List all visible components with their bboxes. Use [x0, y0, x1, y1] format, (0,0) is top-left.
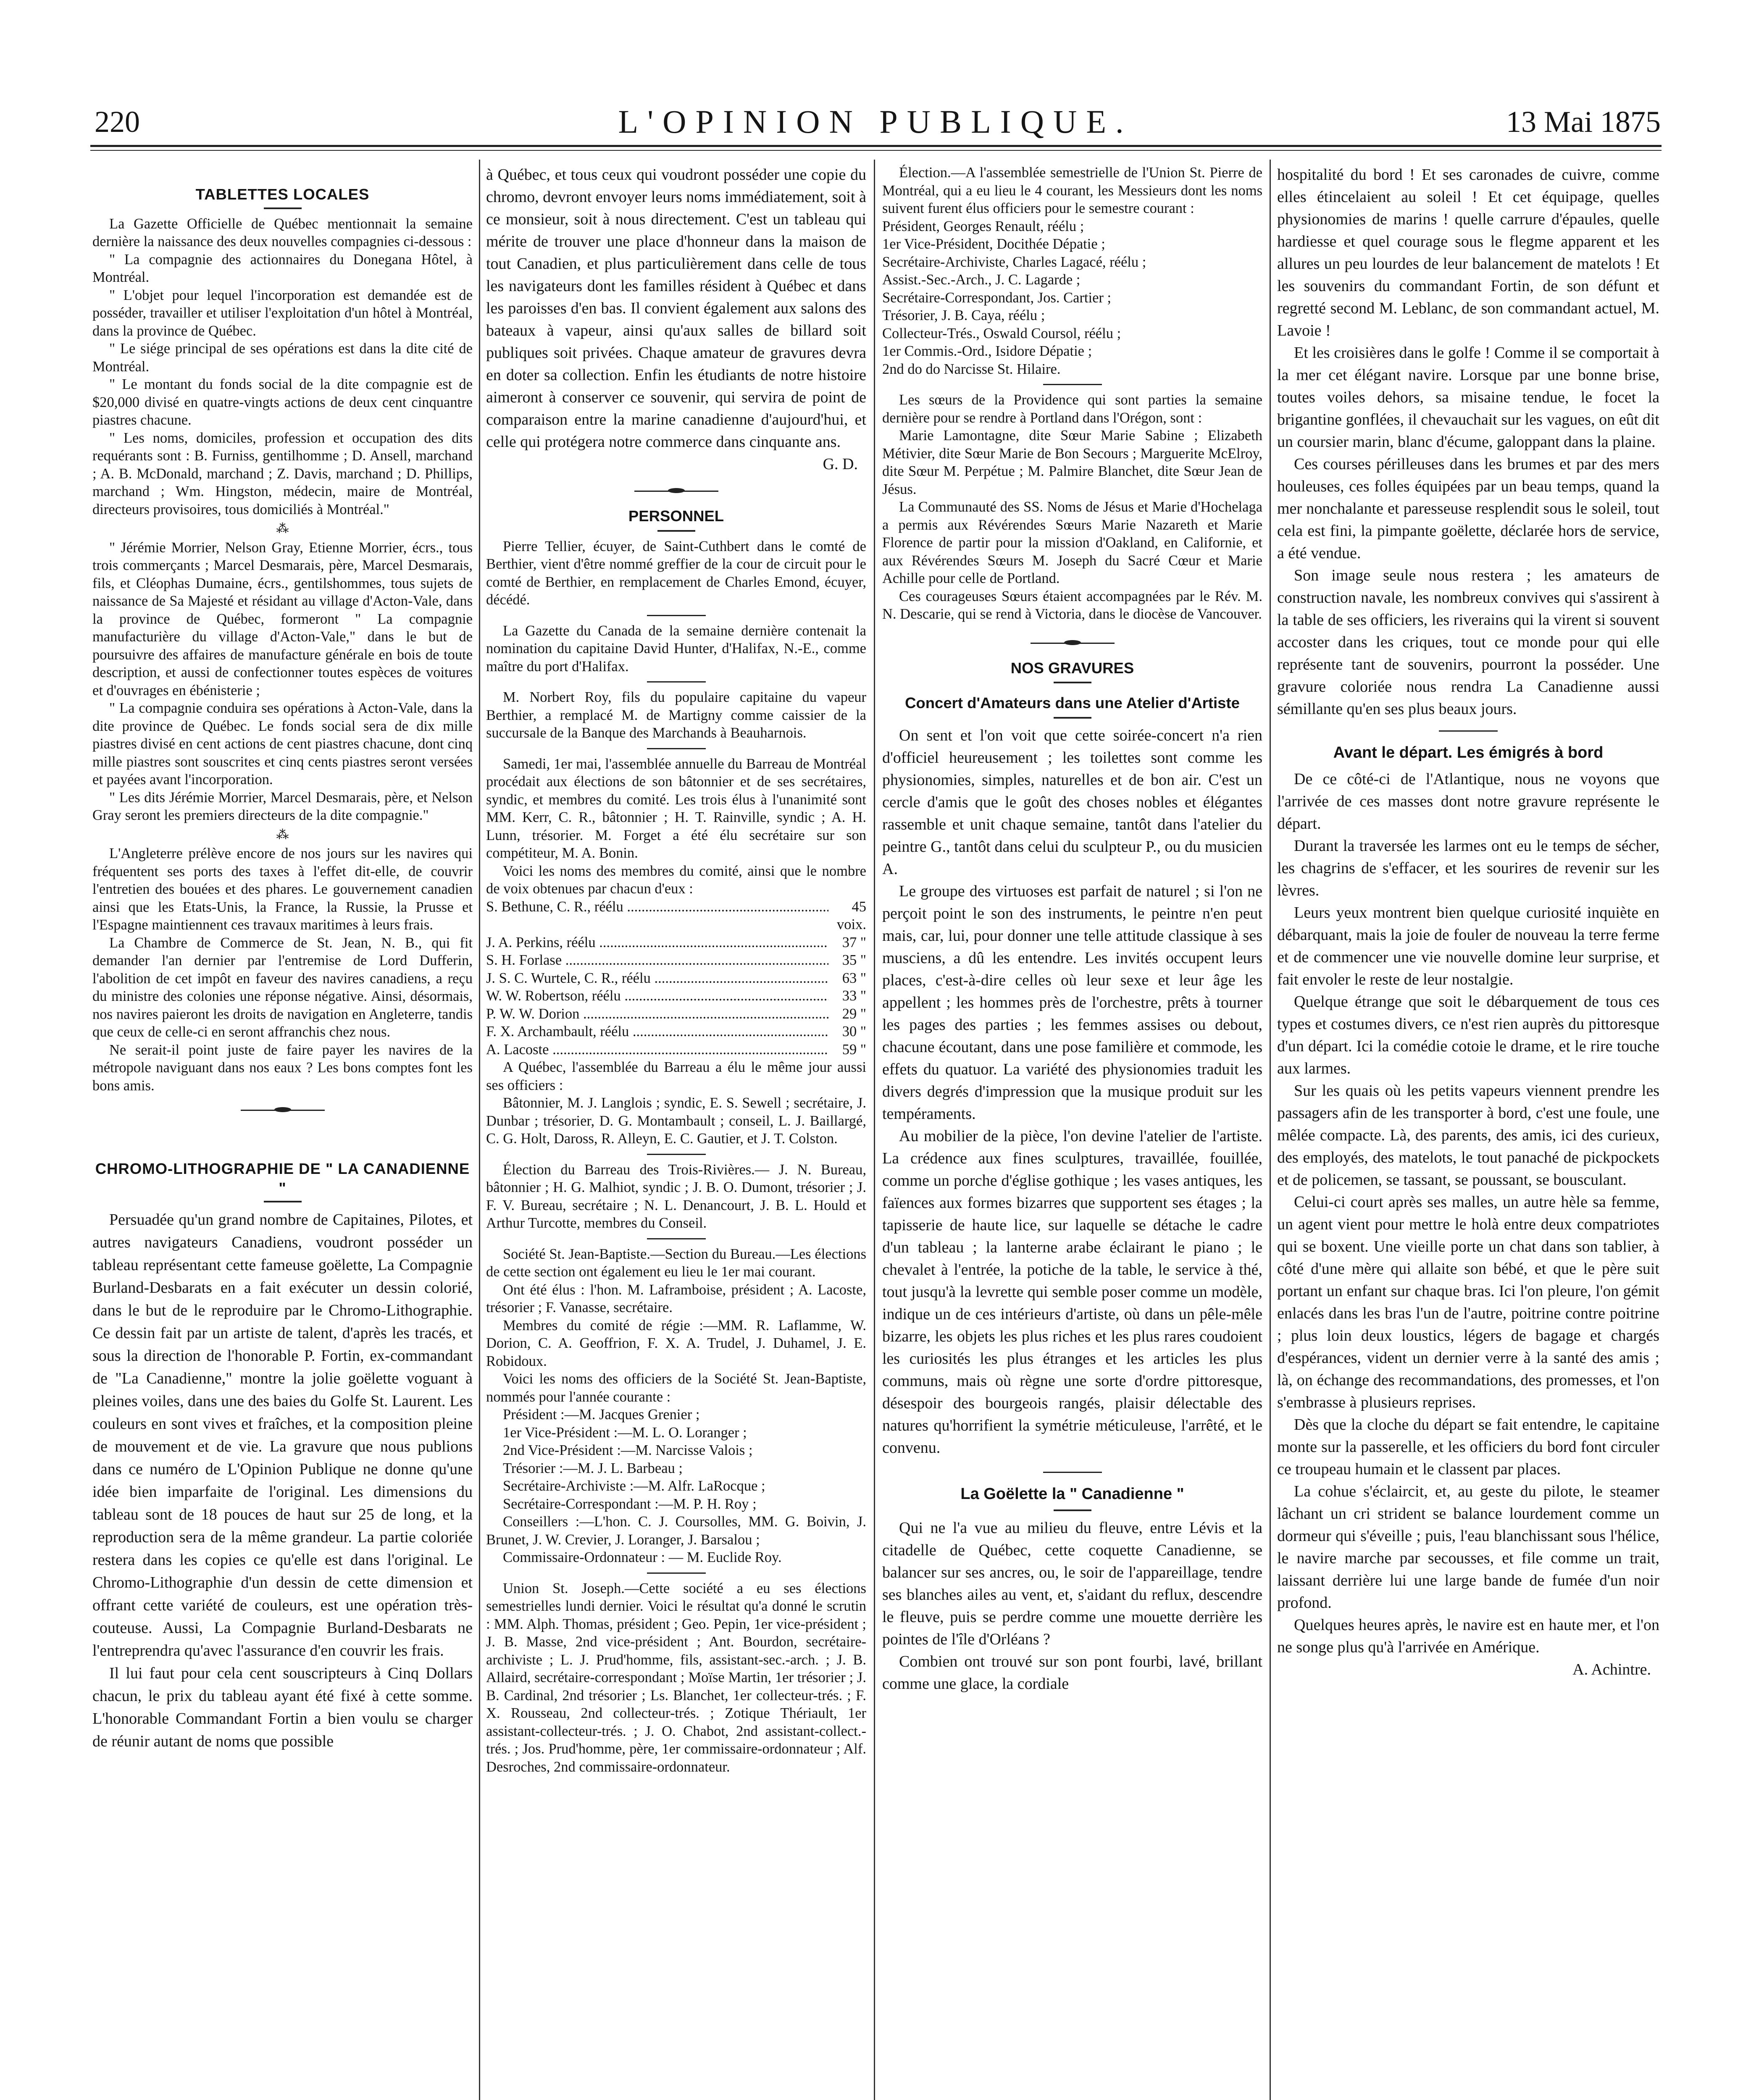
page-number: 220 [95, 105, 140, 139]
divider [647, 1238, 706, 1239]
paragraph: 2nd Vice-Président :—M. Narcisse Valois ; [503, 1442, 753, 1458]
paragraph: Ces courageuses Sœurs étaient accompagnées par le Rév. M. N. Descarie, qui se rend à Victoria, dans le diocèse de Vancouver. [882, 588, 1262, 622]
paragraph: " Jérémie Morrier, Nelson Gray, Etienne Morrier, écrs., tous trois commerçants ; Marcel Desmarais, père, Marcel Desmarais, fils, et Cléophas Dumaine, écrs., gentilshommes, tous sujets de naissance de Sa Majesté et résidant au village d'Acton-Vale, dans la province de Québec, formeront " La compagnie manufacturière du village d'Acton-Vale," dans le but de poursuivre des affaires de manufacture générale en bois de toute description, et aussi de confectionner toutes espèces de voitures et d'ouvrages en ébénisterie ; [92, 539, 473, 698]
paragraph: 1er Vice-Président, Docithée Dépatie ; [882, 236, 1105, 252]
section-heading: NOS GRAVURES [1010, 659, 1134, 677]
divider [1043, 1472, 1102, 1473]
column-divider [874, 160, 875, 2100]
vote-name: F. X. Archambault, réélu ..... [486, 1023, 828, 1041]
paragraph: Celui-ci court après ses malles, un autre hèle sa femme, un agent vient pour mettre le holà entre deux compatriotes qui se boxent. Une vieille porte un chat dans son tablier, à côté d'une mère qui allaite son bébé, et que le père suit portant un enfant sur chaque bras. Ici l'on pleure, l'on gémit enlacés dans les bras l'un de l'autre, poitrine contre poitrine ; plus loin deux loustics, légers de bagage et chargés d'espérances, vident un dernier verre à la santé des amis ; là, on échange des recommandations, des promesses, et l'on s'embrasse à plusieurs reprises. [1277, 1193, 1659, 1411]
paragraph: Samedi, 1er mai, l'assemblée annuelle du Barreau de Montréal procédait aux élections de son bâtonnier et de ses secrétaires, syndic, et membres du comité. Les trois élus à l'unanimité sont MM. Kerr, C. R., bâtonnier ; H. T. Rainville, syndic ; A. H. Lunn, trésorier. M. Forget a été élu secrétaire sur son compétiteur, M. A. Bonin. [486, 756, 866, 861]
paragraph: Leurs yeux montrent bien quelque curiosité inquiète en débarquant, mais la joie de fouler de nouveau la terre ferme et de commencer une vie nouvelle domine leur surprise, et fait envoler le reste de leur nostalgie. [1277, 904, 1659, 988]
divider [1439, 730, 1498, 732]
paragraph: Qui ne l'a vue au milieu du fleuve, entre Lévis et la citadelle de Québec, cette coquette Canadienne, se balancer sur ses ancres, ou, le soir de l'appareillage, tendre ses blanches ailes au vent, et, s'aidant du reflux, descendre le fleuve, puis se perdre comme une mouette derrière les pointes de l'île d'Orléans ? [882, 1519, 1262, 1648]
ornament [241, 1107, 325, 1113]
vote-count: 30 " [842, 1024, 866, 1040]
paragraph: Voici les noms des officiers de la Société St. Jean-Baptiste, nommés pour l'année courante : [486, 1371, 866, 1405]
vote-count: 37 " [842, 934, 866, 950]
vote-name: W. W. Robertson, réélu ..... [486, 987, 828, 1005]
paragraph: Et les croisières dans le golfe ! Comme il se comportait à la mer cet élégant navire. Lorsque par une bonne brise, toutes voiles dehors, sa misaine tendue, le focet la brigantine gonflées, il chevauchait sur les vagues, on eût dit un coursier marin, blanc d'écume, galoppant dans la plaine. [1277, 344, 1659, 451]
paragraph: Élection.—A l'assemblée semestrielle de l'Union St. Pierre de Montréal, qui a eu lieu le 4 courant, les Messieurs dont les noms suivent furent élus officiers pour le semestre courant : [882, 165, 1262, 216]
paragraph: Dès que la cloche du départ se fait entendre, le capitaine monte sur la passerelle, et les officiers du bord font circuler ce troupeau humain et le classent par places. [1277, 1416, 1659, 1478]
paragraph: hospitalité du bord ! Et ses caronades de cuivre, comme elles étincelaient au soleil ! Et cet équipage, quelles physionomies de marins ! quelle carrure d'épaules, quelle hardiesse et quel courage sous le flegme apparent et les allures un peu lourdes de leur balancement de matelots ! Et les souvenirs du commandant Fortin, de son défunt et regretté second M. Leblanc, de son commandant actuel, M. Lavoie ! [1277, 166, 1659, 339]
vote-row [486, 1041, 866, 1059]
paragraph: On sent et l'on voit que cette soirée-concert n'a rien d'officiel heureusement ; les toilettes sont comme les physionomies, simples, naturelles et de bon air. C'est un cercle d'amis que le goût des choses nobles et élégantes rassemble et unit chaque semaine, tantôt dans l'atelier du peintre G., tantôt dans celui du sculpteur P., ou du musicien A. [882, 726, 1262, 878]
paragraph: Société St. Jean-Baptiste.—Section du Bureau.—Les élections de cette section ont également eu lieu le 1er mai courant. [486, 1246, 866, 1280]
paragraph: La Gazette du Canada de la semaine dernière contenait la nomination du capitaine David Hunter, d'Halifax, N.-E., comme maître du port d'Halifax. [486, 622, 866, 675]
paragraph: Collecteur-Trés., Oswald Coursol, réélu ; [882, 325, 1121, 341]
paragraph: La Gazette Officielle de Québec mentionnait la semaine dernière la naissance des deux nouvelles compagnies ci-dessous : [92, 215, 473, 249]
vote-name: S. H. Forlase ..... [486, 951, 828, 969]
paragraph: Secrétaire-Archiviste, Charles Lagacé, réélu ; [882, 254, 1146, 270]
asterism: ⁂ [276, 827, 289, 842]
issue-date: 13 Mai 1875 [1506, 105, 1661, 139]
vote-name: A. Lacoste ..... [486, 1041, 828, 1059]
paragraph: " Les noms, domiciles, profession et occupation des dits requérants sont : B. Furniss, gentilhomme ; D. Ansell, marchand ; A. B. McDonald, marchand ; Z. Davis, marchand ; D. Phillips, marchand ; Wm. Hingston, médecin, maire de Montréal, directeurs provisoires, tous domiciliés à Montréal." [92, 430, 473, 517]
paragraph: Ont été élus : l'hon. M. Laframboise, président ; A. Lacoste, trésorier ; F. Vanasse, secrétaire. [486, 1281, 866, 1315]
paragraph: Au mobilier de la pièce, l'on devine l'atelier de l'artiste. La crédence aux fines sculptures, travaillée, fouillée, comme un porche d'église gothique ; les vases antiques, les faïences aux formes bizarres que supportent ses étages ; la tapisserie de haute lice, sur laquelle se détache le cadre d'un tableau ; la lanterne arabe éclairant le piano ; le chevalet à l'entrée, la potiche de la table, le service à thé, tout jusqu'à la levrette qui semble poser comme un modèle, indique un de ces intérieurs d'artiste, où dans un pêle-mêle bizarre, les objets les plus riches et les plus rares coudoient les curiosités les plus étranges et les articles les plus communs, mais où règne une sorte d'ordre pittoresque, désespoir des bourgeois rangés, plaisir délectable des natures qu'horrifient la symétrie méticuleuse, l'arrêté, et le convenu. [882, 1127, 1262, 1457]
header-rule-thin [90, 150, 1662, 151]
paragraph: Il lui faut pour cela cent souscripteurs à Cinq Dollars chacun, le prix du tableau ayant été fixé à cette somme. L'honorable Commandant Fortin a bien voulu se charger de réunir autant de noms que possible [92, 1664, 473, 1750]
divider [1043, 384, 1102, 385]
paragraph: Son image seule nous restera ; les amateurs de construction navale, les nombreux convives qui s'assirent à la table de ses officiers, les riverains qui la virent si souvent accoster dans les criques, tout ce monde pour qui elle représente tant de souvenirs, pourront la posséder. Une gravure coloriée nous rendra La Canadienne aussi sémillante qu'en ses plus beaux jours. [1277, 567, 1659, 718]
paragraph: Persuadée qu'un grand nombre de Capitaines, Pilotes, et autres navigateurs Canadiens, voudront posséder un tableau représentant cette fameuse goëlette, La Compagnie Burland-Desbarats en a fait exécuter un dessin colorié, dans le but de le reproduire par le Chromo-Lithographie. Ce dessin fait par un artiste de talent, d'après les tracés, et sous la direction de l'honorable P. Fortin, ex-commandant de "La Canadienne," montre la jolie goëlette voguant à pleines voiles, dans une des baies du Golfe St. Laurent. Les couleurs en sont vives et fraîches, et la composition pleine de mouvement et de vie. La gravure que nous publions dans ce numéro de L'Opinion Publique ne donne qu'une idée bien imparfaite de l'original. Les dimensions du tableau sont de 18 pouces de haut sur 25 de long, et la reproduction sera de la même grandeur. La partie coloriée restera dans les copies ce qu'elle est dans l'original. Le Chromo-Lithographie d'un dessin de cette dimension et offrant cette variété de couleurs, est une opération très-couteuse. Aussi, La Compagnie Burland-Desbarats ne l'entreprendra qu'avec l'assurance d'en couvrir les frais. [92, 1211, 473, 1659]
divider [264, 1201, 302, 1202]
vote-row [486, 987, 866, 1005]
paragraph: " Les dits Jérémie Morrier, Marcel Desmarais, père, et Nelson Gray seront les premiers directeurs de la dite compagnie." [92, 789, 473, 823]
paragraph: " L'objet pour lequel l'incorporation est demandée est de posséder, travailler et utiliser l'exploitation d'un hôtel à Montréal, dans la province de Québec. [92, 287, 473, 339]
divider [647, 681, 706, 682]
paragraph: A Québec, l'assemblée du Barreau a élu le même jour aussi ses officiers : [486, 1059, 866, 1093]
divider [1054, 1509, 1091, 1511]
paragraph: Ces courses périlleuses dans les brumes et par des mers houleuses, ces folles équipées par un beau temps, quand la mer nonchalante et paresseuse resplendit sous le soleil, tout cela est fini, la pimpante goëlette, déclarée hors de service, a été vendue. [1277, 455, 1659, 562]
paragraph: La Communauté des SS. Noms de Jésus et Marie d'Hochelaga a permis aux Révérendes Sœurs Marie Nazareth et Marie Florence de partir pour la mission d'Oakland, en Californie, et aux Révérendes Sœurs M. Joseph du Sacré Cœur et Marie Achille pour celle de Portland. [882, 499, 1262, 586]
divider [647, 615, 706, 616]
paragraph: Les sœurs de la Providence qui sont parties la semaine dernière pour se rendre à Portland dans l'Orégon, sont : [882, 392, 1262, 426]
paragraph: Bâtonnier, M. J. Langlois ; syndic, E. S. Sewell ; secrétaire, J. Dunbar ; trésorier, D. G. Montambault ; conseil, L. J. Baillargé, C. G. Holt, Daross, R. Alleyn, E. C. Gautier, et J. T. Colston. [486, 1095, 866, 1147]
paragraph: 2nd do do Narcisse St. Hilaire. [882, 361, 1061, 377]
paragraph: Président, Georges Renault, réélu ; [882, 218, 1084, 234]
vote-count: 63 " [842, 970, 866, 986]
ornament [634, 488, 718, 494]
vote-count: 33 " [842, 988, 866, 1004]
column-2 [486, 164, 866, 2100]
paragraph: " Le montant du fonds social de la dite compagnie est de $20,000 divisé en quatre-vingts actions de deux cent cinquantre piastres chacune. [92, 376, 473, 428]
paragraph: Trésorier, J. B. Caya, réélu ; [882, 307, 1045, 323]
paragraph: Assist.-Sec.-Arch., J. C. Lagarde ; [882, 272, 1081, 288]
vote-count: 29 " [842, 1005, 866, 1022]
paragraph: Ne serait-il point juste de faire payer les navires de la métropole naviguant dans nos eaux ? Les bons comptes font les bons amis. [92, 1042, 473, 1094]
vote-name: P. W. W. Dorion ..... [486, 1005, 828, 1023]
section-heading: CHROMO-LITHOGRAPHIE DE " LA CANADIENNE " [95, 1160, 470, 1197]
paragraph: De ce côté-ci de l'Atlantique, nous ne voyons que l'arrivée de ces masses dont notre gravure représente le départ. [1277, 770, 1659, 832]
paragraph: La cohue s'éclaircit, et, au geste du pilote, le steamer lâchant un cri strident se balance lourdement comme un dormeur qui s'éveille ; puis, l'eau blanchissant sous l'hélice, le navire marche par secousses, et file comme un trait, laissant derrière lui une large bande de fumée d'un noir profond. [1277, 1483, 1659, 1612]
vote-row [486, 1005, 866, 1023]
column-3 [882, 164, 1262, 2100]
paragraph: La Chambre de Commerce de St. Jean, N. B., qui fit demander l'an dernier par l'entremise de Lord Dufferin, l'abolition de cet impôt en faveur des navires canadiens, a reçu du ministre des colonies une réponse négative. Ainsi, désormais, nos navires paieront les droits de navigation en Angleterre, tandis que ceux de celle-ci en seront affranchis chez nous. [92, 934, 473, 1040]
paragraph: Quelques heures après, le navire est en haute mer, et l'on ne songe plus qu'à l'arrivée en Amérique. [1277, 1616, 1659, 1656]
divider [647, 1572, 706, 1574]
divider [1054, 682, 1091, 683]
paragraph: Secrétaire-Correspondant :—M. P. H. Roy ; [503, 1496, 757, 1512]
column-divider [479, 160, 480, 2100]
paragraph: Union St. Joseph.—Cette société a eu ses élections semestrielles lundi dernier. Voici le résultat qu'a donné le scrutin : MM. Alph. Thomas, président ; Geo. Pepin, 1er vice-président ; J. B. Masse, 2nd vice-président ; Ant. Bourdon, secrétaire-archiviste ; L. J. Prud'homme, fils, assistant-sec.-arch. ; J. B. Allaird, secrétaire-correspondant ; Moïse Martin, 1er trésorier ; J. B. Cardinal, 2nd trésorier ; Ls. Blanchet, 1er collecteur-trés. ; F. X. Rousseau, 2nd collecteur-trés. ; Zotique Thériault, 1er assistant-collecteur-trés. ; J. O. Chabot, 2nd assistant-collect.-trés. ; Jos. Prud'homme, père, 1er commissaire-ordonnateur ; Alf. Desroches, 2nd commissaire-ordonnateur. [486, 1580, 866, 1775]
paragraph: Élection du Barreau des Trois-Rivières.— J. N. Bureau, bâtonnier ; H. G. Malhiot, syndic ; J. B. O. Dumont, trésorier ; J. F. V. Bureau, secrétaire ; N. L. Denancourt, J. B. L. Hould et Arthur Turcotte, membres du Conseil. [486, 1161, 866, 1231]
divider [647, 748, 706, 749]
vote-count: 45 voix. [837, 898, 866, 932]
vote-list [486, 898, 866, 1059]
vote-name: S. Bethune, C. R., réélu ..... [486, 898, 828, 934]
paragraph: " La compagnie conduira ses opérations à Acton-Vale, dans la dite province de Québec. Le fonds social sera de dix mille piastres divisé en cent actions de cent piastres chacune, dont cinq mille piastres sont souscrites et cinq cents piastres seront versées et payées avant l'incorporation. [92, 700, 473, 788]
paragraph: Durant la traversée les larmes ont eu le temps de sécher, les chagrins de s'effacer, et les sourires de revenir sur les lèvres. [1277, 837, 1659, 899]
vote-row [486, 898, 866, 934]
vote-name: J. A. Perkins, réélu ..... [486, 934, 828, 952]
divider [647, 1154, 706, 1155]
vote-row [486, 1023, 866, 1041]
paragraph: Membres du comité de régie :—MM. R. Laflamme, W. Dorion, C. A. Geoffrion, F. X. A. Trudel, J. Duhamel, J. E. Robidoux. [486, 1317, 866, 1369]
paragraph: Secrétaire-Correspondant, Jos. Cartier ; [882, 289, 1112, 306]
article-heading: Concert d'Amateurs dans une Atelier d'Artiste [905, 694, 1240, 711]
section-heading: TABLETTES LOCALES [195, 186, 370, 203]
vote-row [486, 951, 866, 969]
paragraph: Commissaire-Ordonnateur : — M. Euclide Roy. [503, 1549, 782, 1565]
vote-row [486, 934, 866, 952]
paragraph: " Le siége principal de ses opérations est dans la dite cité de Montréal. [92, 341, 473, 375]
paragraph: " La compagnie des actionnaires du Donegana Hôtel, à Montréal. [92, 251, 473, 285]
signature: A. Achintre. [1572, 1661, 1651, 1678]
paragraph: Conseillers :—L'hon. C. J. Coursolles, MM. G. Boivin, J. Brunet, J. W. Crevier, J. Loranger, J. Barsalou ; [486, 1514, 866, 1548]
paragraph: 1er Vice-Président :—M. L. O. Loranger ; [503, 1424, 747, 1441]
paragraph: M. Norbert Roy, fils du populaire capitaine du vapeur Berthier, a remplacé M. de Martigny comme caissier de la succursale de la Banque des Marchands à Beauharnois. [486, 689, 866, 741]
paragraph: L'Angleterre prélève encore de nos jours sur les navires qui fréquentent ses ports des taxes à l'effet dit-elle, de couvrir l'entretien des bouées et des phares. Le gouvernement canadien ainsi que les Etats-Unis, la France, la Russie, la Prusse et l'Espagne maintiennent ces travaux maritimes à leurs frais. [92, 845, 473, 933]
paragraph: Secrétaire-Archiviste :—M. Alfr. LaRocque ; [503, 1478, 765, 1494]
paragraph: à Québec, et tous ceux qui voudront posséder une copie du chromo, devront envoyer leurs noms immédiatement, soit à ce monsieur, soit à nous directement. C'est un tableau qui mérite de trouver une place d'honneur dans la maison de tout Canadien, et plus particulièrement dans celle de tous les navigateurs dont les familles résident à Québec et dans les paroisses d'en bas. Il convient également aux salons des bateaux à vapeur, ainsi qu'aux salles de billard soit publiques soit privées. Chaque amateur de gravures devra en doter sa collection. Enfin les étudiants de notre histoire aimeront à conserver ce souvenir, qui servira de point de comparaison entre la marine canadienne d'aujourd'hui, et celle qui protégera notre commerce dans cinquante ans. [486, 166, 866, 451]
paragraph: Président :—M. Jacques Grenier ; [503, 1407, 700, 1423]
divider [264, 207, 302, 209]
signature: G. D. [823, 455, 858, 473]
paragraph: 1er Commis.-Ord., Isidore Dépatie ; [882, 343, 1092, 359]
ornament [1031, 640, 1115, 646]
article-heading: La Goëlette la " Canadienne " [960, 1485, 1184, 1503]
paragraph: Pierre Tellier, écuyer, de Saint-Cuthbert dans le comté de Berthier, vient d'être nommé greffier de la cour de circuit pour le comté de Berthier, en remplacement de Charles Emond, écuyer, décédé. [486, 538, 866, 608]
paragraph: Voici les noms des membres du comité, ainsi que le nombre de voix obtenues par chacun d'eux : [486, 863, 866, 897]
column-1 [92, 164, 473, 2100]
vote-name: J. S. C. Wurtele, C. R., réélu ..... [486, 969, 828, 987]
article-heading: Avant le départ. Les émigrés à bord [1333, 744, 1604, 761]
paragraph: Quelque étrange que soit le débarquement de tous ces types et costumes divers, ce n'est rien auprès du pittoresque d'un départ. Ici la comédie cotoie le drame, et le rire touche aux larmes. [1277, 993, 1659, 1077]
paragraph: Le groupe des virtuoses est parfait de naturel ; si l'on ne perçoit point le son des instruments, le peintre n'en peut mais, car, lui, pour donner une telle attitude classique à ses musciens, a dû les entendre. Les invités occupent leurs places, c'est-à-dire celles où leur sexe et leur âge les appellent ; les hommes près de l'orchestre, prêts à tourner les pages des parties ; les femmes assises ou debout, chacune écoutant, dans une pose familière et commode, les effets du quatuor. La variété des physionomies traduit les divers degrés d'impression que la musique produit sur les tempéraments. [882, 882, 1262, 1123]
paragraph: Trésorier :—M. J. L. Barbeau ; [503, 1460, 683, 1476]
section-heading: PERSONNEL [628, 507, 724, 525]
masthead-title: L'OPINION PUBLIQUE. [618, 103, 1133, 140]
vote-count: 59 " [842, 1041, 866, 1058]
asterism: ⁂ [276, 522, 289, 536]
column-4 [1277, 164, 1659, 2100]
paragraph: Combien ont trouvé sur son pont fourbi, lavé, brillant comme une glace, la cordiale [882, 1652, 1262, 1693]
paragraph: Marie Lamontagne, dite Sœur Marie Sabine ; Elizabeth Métivier, dite Sœur Marie de Bon Secours ; Marguerite McElroy, dite Sœur M. Perpétue ; M. Palmire Blanchet, dite Sœur Jean de Jésus. [882, 428, 1262, 497]
divider [1054, 717, 1091, 719]
vote-row [486, 969, 866, 987]
header-rule [90, 145, 1662, 147]
vote-count: 35 " [842, 952, 866, 968]
divider [657, 530, 695, 532]
column-divider [1270, 160, 1271, 2100]
paragraph: Sur les quais où les petits vapeurs viennent prendre les passagers afin de les transporter à bord, c'est une foule, une mêlée compacte. Là, des parents, des amis, ici des curieux, des employés, des matelots, le tout panaché de pickpockets et de policemen, se tassant, se poussant, se bousculant. [1277, 1082, 1659, 1189]
